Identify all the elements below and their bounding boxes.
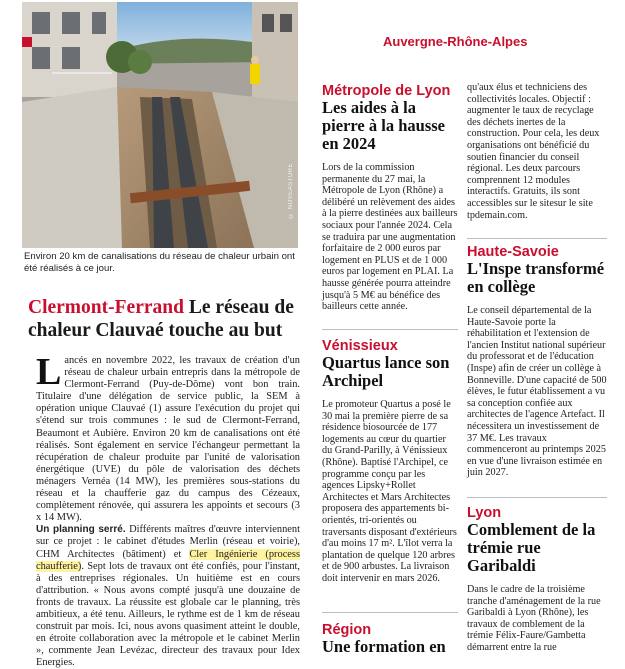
dropcap: L bbox=[36, 351, 62, 393]
brief-continuation bbox=[467, 82, 607, 221]
brief-lyon-garibaldi bbox=[467, 505, 607, 654]
brief-text: Le promoteur Quartus a posé le 30 mai la première pierre de sa résidence biosourcée de 177 logements au cœur du quartier du Grand-Parilly, à Vénissieux (Rhône). Baptisé l'Archipel, ce programme conçu par les agences Lipsky+Rollet Architectes et Mars Architectes proposera des appartements bi-orientés, tri-orientés ou traversants disposant d'extérieurs d'au moins 17 m². L'îlot verra la plantation de quelque 120 arbres et de 900 arbustes. La livraison doit intervenir en mars 2026. bbox=[322, 399, 457, 584]
divider bbox=[467, 497, 607, 498]
divider bbox=[322, 329, 458, 330]
region-banner: Auvergne-Rhône-Alpes bbox=[383, 34, 528, 49]
brief-text: Dans le cadre de la troisième tranche d'aménagement de la rue Garibaldi à Lyon (Rhône), les travaux de comblement de la trémie Félix-Faure/Gambetta démarrent entre la rue bbox=[467, 584, 601, 653]
photo-credit: © NOVEASTURE bbox=[288, 162, 294, 218]
brief-region bbox=[322, 622, 458, 656]
brief-title: L'Inspe transformé en collège bbox=[467, 259, 605, 296]
brief-text: Le conseil départemental de la Haute-Savoie porte la réhabilitation et l'extension de l'ancien Institut national supérieur du professorat et de l'éducation (Inspe) afin de créer un collège à Bonneville. D'une capacité de 500 élèves, le futur établissement a vu sa conception confiée aux architectes de l'agence Artefact. Il nécessitera un investissement de 37 M€. Les travaux commenceront au printemps 2025 en vue d'une livraison estimée en juin 2027. bbox=[467, 305, 607, 479]
divider bbox=[467, 238, 607, 239]
brief-kicker: Région bbox=[322, 622, 372, 638]
brief-title: Quartus lance son Archipel bbox=[322, 353, 450, 390]
main-article-para2: Un planning serré. Différents maîtres d'œuvre interviennent sur ce projet : le cabinet d'études Merlin (réseau et voirie), CHM Architectes (bâtiment) et Cler Ingénierie (process chaufferie). Sept lots de travaux ont été confiés, pour l'instant, à des entreprises régionales. Un huitième est en cours d'attribution. « Nous avons compté jusqu'à une douzaine de fronts de travaux. La réussite est globale car le planning, très ambitieux, a été tenu. Ailleurs, le rythme est de 1 km de réseau construit par mois. Ici, nous avons quasiment atteint le double, en étroite collaboration avec la métropole et le cabinet Merlin », commente Jean Levézac, directeur des travaux pour Idex Energies. bbox=[36, 524, 300, 669]
highlighted-text: Cler Ingénierie (process chaufferie) bbox=[36, 548, 300, 572]
brief-kicker: Haute-Savoie bbox=[467, 244, 559, 260]
trench-illustration bbox=[22, 2, 298, 248]
brief-venissieux bbox=[322, 338, 458, 585]
main-article-city: Clermont-Ferrand bbox=[28, 297, 184, 318]
photo-caption: Environ 20 km de canalisations du réseau de chaleur urbain ont été réalisés à ce jour. bbox=[24, 251, 295, 275]
brief-kicker: Vénissieux bbox=[322, 338, 398, 354]
brief-text: qu'aux élus et techniciens des collectivités locales. Objectif : augmenter le taux de recyclage des déchets inertes de la construction. Pour cela, les deux organisations ont bénéficié du soutien financier du conseil régional. Les deux parcours comprennent 12 modules interactifs. Gratuits, ils sont accessibles sur le sitesur le site tpdemain.com. bbox=[467, 82, 600, 221]
brief-title: Les aides à la pierre à la hausse en 2024 bbox=[322, 98, 445, 153]
main-article-para1: Lancés en novembre 2022, les travaux de création d'un réseau de chaleur urbain entrepris dans la métropole de Clermont-Ferrand (Puy-de-Dôme) vont bon train. Titulaire d'une délégation de service public, la SEM à opération unique Clauvaé (1) assure l'exécution du projet qui s'étend sur trois communes : le sud de Clermont-Ferrand, Beaumont et Aubière. Environ 20 km de canalisations ont été réalisés. Sont également en service l'échangeur permettant la récupération de chaleur produite par l'unité de valorisation énergétique (UVE) du pôle de valorisation des déchets ménagers Vernéa (14 MW), les premières sous-stations du réseau et la chaufferie gaz du campus des Cézeaux, complètement rénovée, qui assurera les appoints et secours (3 x 14 MW). bbox=[36, 351, 300, 524]
brief-title: Comblement de la trémie rue Garibaldi bbox=[467, 520, 596, 575]
brief-title: Une formation en bbox=[322, 637, 446, 656]
brief-text: Lors de la commission permanente du 27 mai, la Métropole de Lyon (Rhône) a délibéré un relèvement des aides à la pierre destinées aux bailleurs sociaux pour l'année 2024. Cela se traduira par une augmentation forfaitaire de 2 000 euros par logement en PLUS et de 1 000 euros par logement en PLAI. La hausse générée pourra atteindre jusqu'à 5 M€ au bénéfice des bailleurs cette année. bbox=[322, 162, 458, 313]
construction-photo bbox=[22, 2, 298, 248]
main-article-headline bbox=[28, 296, 308, 342]
brief-kicker: Métropole de Lyon bbox=[322, 83, 451, 99]
divider bbox=[322, 612, 458, 613]
subheading-planning: Un planning serré. bbox=[36, 524, 126, 536]
brief-haute-savoie bbox=[467, 244, 607, 479]
brief-lyon-metropole bbox=[322, 83, 458, 313]
main-article-title: Le réseau de chaleur Clauvaé touche au but bbox=[28, 297, 294, 341]
brief-kicker: Lyon bbox=[467, 505, 502, 521]
main-article-body bbox=[36, 351, 300, 669]
